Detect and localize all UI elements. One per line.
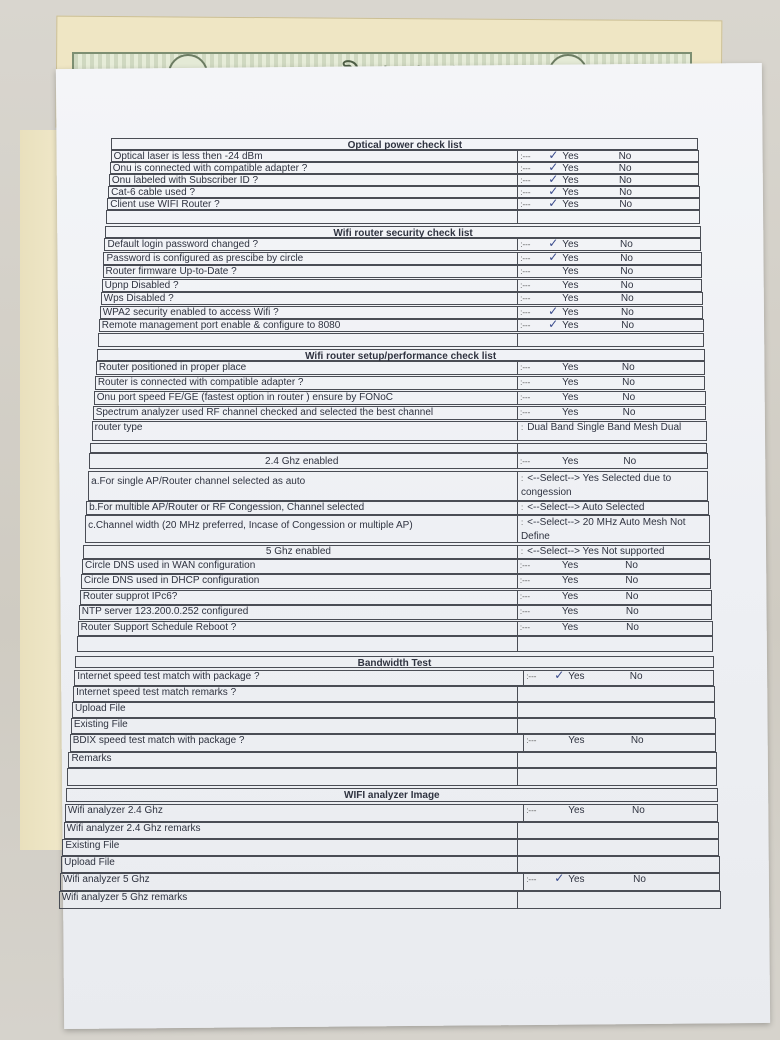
optical-row-answer — [517, 163, 700, 173]
security-row-question: Wps Disabled ? — [103, 293, 174, 304]
security-row-yes: Yes — [562, 279, 579, 291]
security-row-dash: :--- — [520, 294, 531, 303]
optical-row-yes: Yes — [562, 187, 579, 197]
analyzer24-row-no: No — [631, 805, 645, 816]
setup-row-no: No — [622, 406, 636, 418]
optical-spacer — [106, 210, 700, 224]
optical-row-question: Client use WIFI Router ? — [110, 199, 220, 210]
ghz5-value: <--Select--> Yes Not supported — [527, 545, 665, 557]
setup-title: Wifi router setup/performance check list — [97, 349, 705, 361]
analyzer5-row — [60, 873, 720, 891]
analyzer24-row-yes: Yes — [568, 805, 585, 816]
setup2-row-yes: Yes — [561, 606, 579, 617]
security-row-answer — [517, 280, 703, 291]
setup2-row-dash: :--- — [519, 591, 531, 601]
optical-row — [110, 162, 699, 174]
channel-a-row-question: a.For single AP/Router channel selected as auto — [91, 475, 306, 487]
optical-row-no: No — [618, 163, 632, 173]
security-row-yes: Yes — [562, 320, 579, 331]
analyzer5-row-dash: :--- — [526, 875, 537, 884]
security-row-tick-icon: ✓ — [548, 252, 559, 264]
setup2-row — [82, 559, 711, 574]
security-row-no: No — [620, 266, 634, 277]
setup-row-answer — [517, 377, 706, 389]
setup2-row-yes: Yes — [561, 559, 579, 571]
setup-row-yes: Yes — [562, 406, 579, 418]
setup2-row-no: No — [625, 606, 639, 617]
setup-row-answer — [517, 362, 706, 374]
setup-row-answer — [517, 407, 707, 419]
optical-row-question: Onu labeled with Subscriber ID ? — [111, 175, 259, 186]
security-row — [99, 319, 704, 332]
channel-c-row-dash: : — [520, 517, 524, 527]
security-row-answer — [517, 320, 705, 331]
analyzer24-remarks-row — [64, 822, 719, 839]
router-type-row-answer — [517, 422, 708, 440]
channel-c-row-question: c.Channel width (20 MHz preferred, Incase of Congession or multiple AP) — [88, 519, 413, 531]
security-row-tick-icon: ✓ — [548, 239, 559, 250]
optical-row — [108, 186, 700, 198]
ghz5-row — [83, 545, 710, 559]
optical-row-dash: :--- — [520, 152, 531, 161]
channel-b-row-answer — [517, 502, 710, 514]
channel-a-row-dash: : — [520, 473, 524, 483]
optical-row-yes: Yes — [562, 163, 579, 173]
optical-row-tick-icon: ✓ — [548, 151, 559, 161]
channel-b-row — [86, 501, 709, 515]
ghz24-dash: :--- — [520, 456, 531, 466]
optical-row-no: No — [619, 199, 633, 209]
setup-row-question: Router is connected with compatible adapter ? — [97, 376, 304, 388]
security-row — [102, 279, 703, 292]
optical-row-tick-icon: ✓ — [548, 199, 559, 209]
analyzer5-row-tick-icon: ✓ — [554, 874, 565, 885]
speed-row-yes: Yes — [568, 671, 585, 682]
setup-row — [93, 406, 707, 420]
setup-row-dash: :--- — [520, 407, 531, 417]
bandwidth-spacer — [67, 768, 717, 786]
analyzer-existing-row-label: Existing File — [65, 840, 120, 851]
optical-row-dash: :--- — [520, 164, 531, 173]
optical-row-question: Optical laser is less then -24 dBm — [113, 151, 263, 162]
setup-row-question: Onu port speed FE/GE (fastest option in router ) ensure by FONoC — [96, 391, 393, 403]
optical-row-answer — [517, 175, 700, 185]
security-row-question: Password is configured as prescibe by circle — [106, 252, 304, 264]
optical-row-no: No — [618, 151, 632, 161]
optical-row-tick-icon: ✓ — [548, 187, 559, 197]
security-row-no: No — [621, 306, 634, 318]
setup2-row-no: No — [625, 559, 638, 571]
analyzer-title: WIFI analyzer Image — [66, 788, 718, 802]
analyzer5-remarks-row-label: Wifi analyzer 5 Ghz remarks — [61, 892, 188, 903]
setup-row-question: Router positioned in proper place — [98, 361, 247, 373]
setup2-row-yes: Yes — [561, 590, 579, 602]
analyzer-existing-row — [62, 839, 719, 856]
setup-spacer-2-cell — [517, 637, 714, 651]
router-type-row-question: router type — [94, 421, 143, 433]
security-row-no: No — [619, 239, 633, 250]
security-row-answer — [517, 307, 704, 318]
analyzer5-row-no: No — [633, 874, 646, 885]
security-row-yes: Yes — [562, 252, 579, 264]
setup2-row — [81, 574, 711, 589]
bdix-row-question: BDIX speed test match with package ? — [72, 735, 245, 746]
ghz24-title: 2.4 Ghz enabled — [265, 455, 339, 467]
security-row-yes: Yes — [562, 266, 579, 277]
setup-row-no: No — [622, 376, 635, 388]
channel-b-row-value: <--Select--> Auto Selected — [527, 501, 645, 513]
setup2-row-question: Circle DNS used in WAN configuration — [85, 559, 256, 571]
security-row — [101, 292, 703, 305]
bandwidth-title: Bandwidth Test — [75, 656, 714, 668]
optical-row-tick-icon: ✓ — [548, 175, 559, 185]
setup2-row-question: Circle DNS used in DHCP configuration — [83, 575, 260, 586]
bandwidth-spacer-cell — [517, 769, 718, 785]
upload-file-row-cell — [517, 703, 716, 717]
analyzer24-row-dash: :--- — [526, 806, 537, 815]
setup-spacer-1 — [90, 443, 707, 453]
speed-row-no: No — [629, 671, 643, 682]
security-row — [103, 265, 703, 278]
setup-spacer-2 — [77, 636, 714, 652]
setup2-row-question: Router Support Schedule Reboot ? — [80, 621, 237, 633]
setup-row-no: No — [621, 361, 635, 373]
security-spacer-cell — [517, 334, 705, 346]
speed-row-question: Internet speed test match with package ? — [77, 671, 260, 682]
existing-file-row-label: Existing File — [73, 719, 128, 730]
speed-row — [74, 670, 714, 686]
setup2-row — [78, 621, 713, 636]
channel-c-row-value: <--Select--> 20 MHz Auto Mesh Not Define — [520, 516, 686, 542]
analyzer-upload-row-label: Upload File — [64, 857, 115, 868]
optical-row-question: Cat-6 cable used ? — [111, 187, 196, 198]
setup-row — [94, 391, 706, 405]
bdix-row-answer — [523, 735, 717, 751]
analyzer-upload-row — [61, 856, 720, 873]
security-row — [100, 306, 704, 319]
optical-row-tick-icon: ✓ — [548, 163, 559, 173]
router-type-row — [92, 421, 707, 441]
security-row-dash: :--- — [520, 253, 531, 263]
security-row-dash: :--- — [520, 280, 531, 290]
analyzer-upload-row-cell — [517, 857, 721, 872]
channel-c-row-answer — [517, 516, 711, 542]
optical-title: Optical power check list — [111, 138, 698, 150]
optical-row-question: Onu is connected with compatible adapter ? — [112, 163, 308, 174]
security-row-no: No — [620, 279, 634, 291]
speed-remarks-row-label: Internet speed test match remarks ? — [76, 687, 237, 698]
optical-row-no: No — [619, 187, 632, 197]
security-row-tick-icon: ✓ — [548, 306, 559, 318]
setup2-row-answer — [517, 591, 713, 604]
setup2-row-no: No — [626, 621, 639, 633]
security-row-no: No — [620, 252, 633, 264]
channel-a-row — [88, 471, 708, 501]
security-row-no: No — [620, 293, 634, 304]
setup-row-yes: Yes — [562, 391, 579, 403]
optical-row-dash: :--- — [520, 176, 531, 185]
upload-file-row-label: Upload File — [74, 703, 126, 714]
security-row-question: Router firmware Up-to-Date ? — [105, 266, 237, 277]
setup2-row-question: Router supprot IPc6? — [82, 590, 178, 602]
optical-row-dash: :--- — [520, 188, 531, 197]
optical-spacer-cell — [517, 211, 701, 223]
setup2-row-yes: Yes — [561, 575, 579, 586]
setup2-row-answer — [517, 622, 714, 635]
security-row-yes: Yes — [562, 306, 579, 318]
security-row-answer — [517, 239, 702, 250]
channel-c-row — [85, 515, 709, 543]
speed-row-tick-icon: ✓ — [554, 671, 565, 682]
analyzer5-row-yes: Yes — [568, 874, 585, 885]
optical-row-answer — [517, 187, 700, 197]
upload-file-row — [72, 702, 715, 718]
security-row-tick-icon: ✓ — [548, 320, 559, 331]
optical-row-no: No — [618, 175, 632, 185]
ghz5-answer — [517, 546, 712, 558]
security-row-question: Default login password changed ? — [107, 239, 259, 250]
setup-row-yes: Yes — [562, 361, 579, 373]
optical-row — [109, 174, 699, 186]
setup2-row-answer — [517, 560, 712, 573]
optical-row-dash: :--- — [520, 200, 531, 209]
setup-row-answer — [517, 392, 707, 404]
security-spacer — [98, 333, 704, 347]
channel-b-row-question: b.For multible AP/Router or RF Congession, Channel selected — [89, 501, 365, 513]
security-row-dash: :--- — [520, 267, 531, 276]
analyzer24-remarks-row-label: Wifi analyzer 2.4 Ghz remarks — [66, 823, 201, 834]
optical-row — [107, 198, 700, 210]
setup-row-dash: :--- — [520, 362, 531, 372]
setup-row-dash: :--- — [520, 392, 531, 402]
channel-a-row-value: <--Select--> Yes Selected due to congession — [520, 472, 672, 498]
optical-row-yes: Yes — [562, 199, 579, 209]
ghz24-yes: Yes — [562, 455, 579, 467]
analyzer24-row-question: Wifi analyzer 2.4 Ghz — [67, 805, 163, 816]
analyzer5-remarks-row — [59, 891, 721, 909]
setup2-row-answer — [517, 575, 712, 588]
ghz5-title: 5 Ghz enabled — [265, 545, 331, 557]
security-row-question: WPA2 security enabled to access Wifi ? — [102, 306, 279, 318]
security-row-no: No — [621, 320, 635, 331]
speed-row-answer — [523, 671, 715, 685]
ghz24-no: No — [623, 455, 637, 467]
remarks-row — [68, 752, 716, 768]
bdix-row-yes: Yes — [568, 735, 585, 746]
existing-file-row — [71, 718, 716, 734]
setup-row — [96, 361, 705, 375]
channel-a-row-answer — [517, 472, 709, 500]
security-row-yes: Yes — [562, 293, 579, 304]
bdix-row — [70, 734, 716, 752]
security-row-question: Remote management port enable & configure to 8080 — [101, 320, 341, 331]
bdix-row-dash: :--- — [526, 736, 537, 745]
speed-remarks-row — [73, 686, 715, 702]
router-type-row-value: Dual Band Single Band Mesh Dual — [527, 421, 682, 433]
setup-row-dash: :--- — [520, 377, 531, 387]
setup2-row-yes: Yes — [561, 621, 579, 633]
analyzer5-remarks-row-cell — [517, 892, 722, 908]
ghz24-row — [89, 453, 707, 469]
security-title: Wifi router security check list — [105, 226, 701, 238]
optical-row — [111, 150, 699, 162]
setup-row — [95, 376, 706, 390]
setup-row-no: No — [622, 391, 636, 403]
setup2-row-dash: :--- — [519, 576, 531, 585]
remarks-row-label: Remarks — [71, 753, 112, 764]
optical-row-answer — [517, 199, 701, 209]
analyzer24-row-answer — [523, 805, 719, 821]
security-row — [104, 238, 701, 251]
security-row — [103, 252, 701, 265]
speed-row-dash: :--- — [526, 672, 537, 681]
ghz24-answer — [517, 454, 709, 468]
analyzer24-row — [65, 804, 718, 822]
remarks-row-cell — [517, 753, 718, 767]
bdix-row-no: No — [630, 735, 644, 746]
setup-spacer-1-cell — [517, 444, 708, 452]
analyzer5-row-answer — [523, 874, 721, 890]
security-row-answer — [517, 266, 703, 277]
setup2-row — [80, 590, 712, 605]
setup-row-question: Spectrum analyzer used RF channel checked and selected the best channel — [95, 406, 434, 418]
analyzer24-remarks-row-cell — [517, 823, 720, 838]
optical-row-yes: Yes — [562, 175, 579, 185]
setup2-row-dash: :--- — [519, 607, 531, 616]
router-type-row-dash: : — [521, 422, 524, 432]
setup2-row — [79, 605, 713, 620]
setup2-row-question: NTP server 123.200.0.252 configured — [81, 606, 249, 617]
security-row-dash: :--- — [520, 307, 531, 317]
analyzer-existing-row-cell — [517, 840, 721, 855]
setup2-row-no: No — [625, 575, 639, 586]
channel-b-row-dash: : — [520, 502, 524, 512]
setup-row-yes: Yes — [562, 376, 579, 388]
security-row-answer — [517, 253, 702, 264]
setup2-row-dash: :--- — [519, 560, 531, 570]
security-row-answer — [517, 293, 704, 304]
setup2-row-no: No — [625, 590, 639, 602]
setup2-row-answer — [517, 606, 713, 619]
existing-file-row-cell — [517, 719, 717, 733]
setup2-row-dash: :--- — [519, 622, 531, 632]
security-row-question: Upnp Disabled ? — [104, 279, 179, 291]
optical-row-answer — [517, 151, 699, 161]
analyzer5-row-question: Wifi analyzer 5 Ghz — [62, 874, 150, 885]
ghz5-dash: : — [520, 546, 524, 556]
speed-remarks-row-cell — [517, 687, 716, 701]
security-row-dash: :--- — [520, 321, 531, 330]
security-row-yes: Yes — [562, 239, 579, 250]
optical-row-yes: Yes — [562, 151, 579, 161]
security-row-dash: :--- — [520, 240, 531, 249]
